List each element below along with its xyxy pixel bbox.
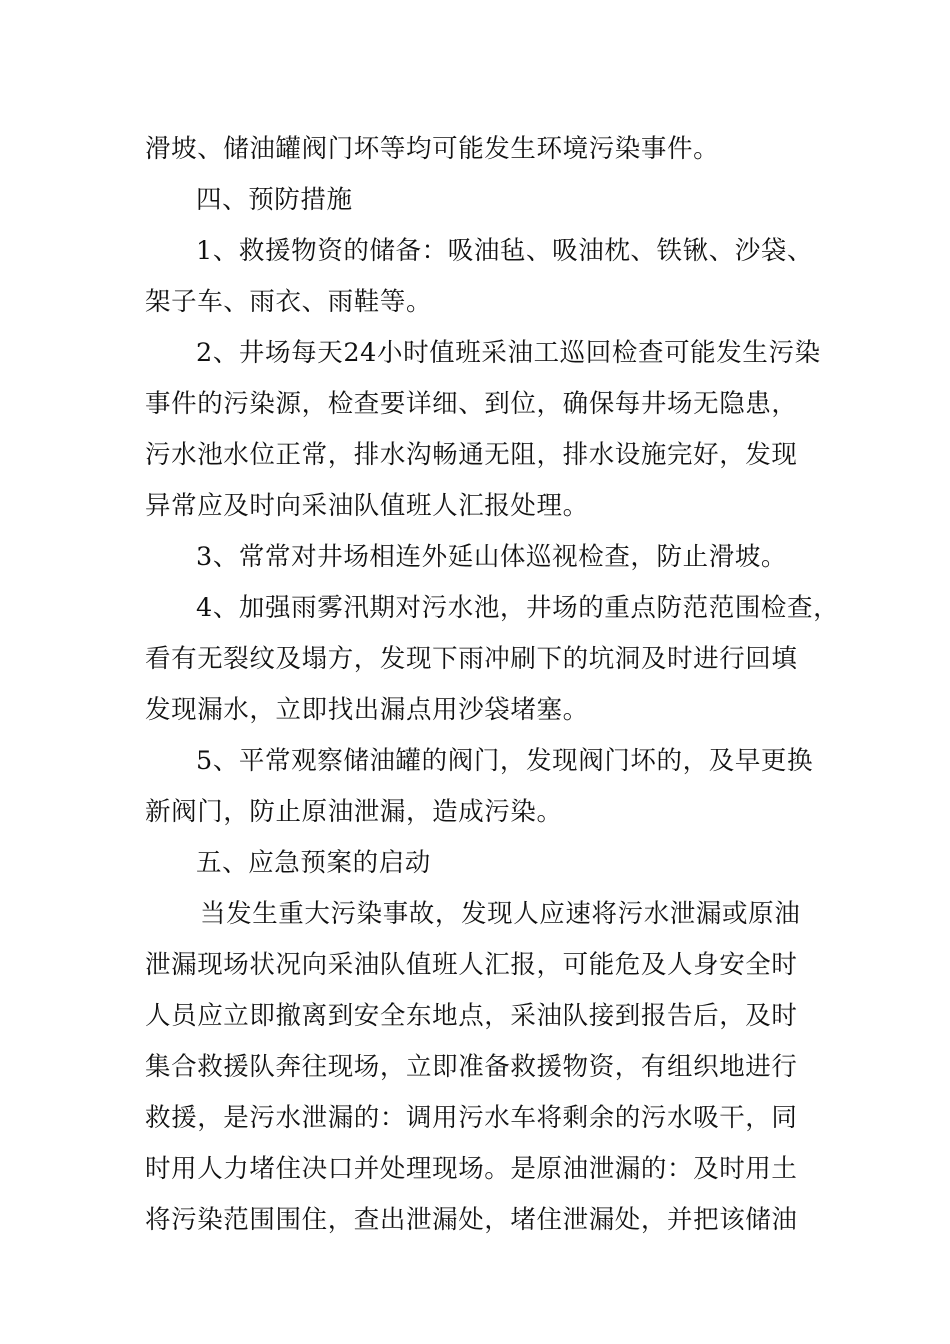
text-line: 集合救援队奔往现场，立即准备救援物资，有组织地进行 [145,1052,798,1082]
text-line: 事件的污染源，检查要详细、到位，确保每井场无隐患， [145,389,798,419]
text-line: 3、常常对井场相连外延山体巡视检查，防止滑坡。 [196,542,788,572]
text-line: 泄漏现场状况向采油队值班人汇报，可能危及人身安全时 [145,950,798,980]
text-line: 异常应及时向采油队值班人汇报处理。 [145,491,589,521]
text-line: 5、平常观察储油罐的阀门，发现阀门坏的，及早更换 [196,746,814,776]
text-line: 架子车、雨衣、雨鞋等。 [145,287,433,317]
text-line: 滑坡、储油罐阀门坏等均可能发生环境污染事件。 [145,134,720,164]
text-line: 将污染范围围住，查出泄漏处，堵住泄漏处，并把该储油 [145,1205,798,1235]
text-line: 新阀门，防止原油泄漏，造成污染。 [145,797,563,827]
text-line: 看有无裂纹及塌方，发现下雨冲刷下的坑洞及时进行回填 [145,644,798,674]
text-line: 救援，是污水泄漏的：调用污水车将剩余的污水吸干，同 [145,1103,798,1133]
text-line: 发现漏水，立即找出漏点用沙袋堵塞。 [145,695,589,725]
section-heading: 五、应急预案的启动 [196,848,431,878]
section-heading: 四、预防措施 [196,185,353,215]
text-line: 4、加强雨雾汛期对污水池，井场的重点防范范围检查， [196,593,840,623]
text-line: 人员应立即撤离到安全东地点，采油队接到报告后，及时 [145,1001,798,1031]
text-line: 污水池水位正常，排水沟畅通无阻，排水设施完好，发现 [145,440,798,470]
text-line: 当发生重大污染事故，发现人应速将污水泄漏或原油 [200,899,801,929]
text-line: 1、救援物资的储备：吸油毡、吸油枕、铁锹、沙袋、 [196,236,814,266]
text-line: 2、井场每天24小时值班采油工巡回检查可能发生污染 [196,338,821,368]
text-line: 时用人力堵住决口并处理现场。是原油泄漏的：及时用土 [145,1154,798,1184]
